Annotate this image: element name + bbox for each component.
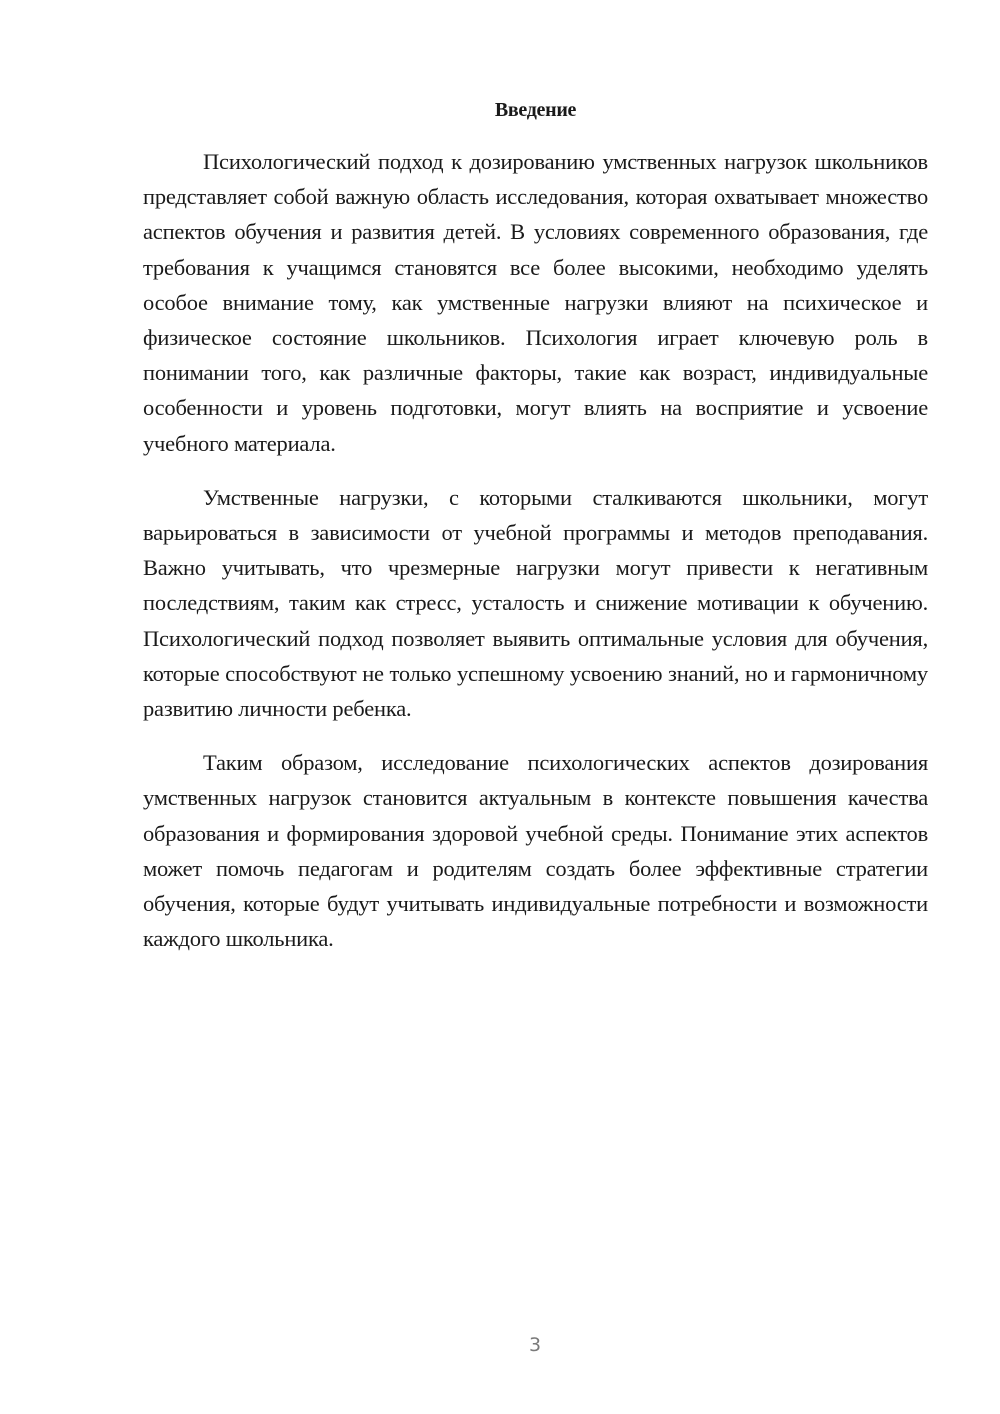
paragraph-1: Психологический подход к дозированию умственных нагрузок школьников представляет собой важную область исследования, которая охватывает множество аспектов обучения и развития детей. В условиях современного образования, где требования к учащимся становятся все более высокими, необходимо уделять особое внимание тому, как умственные нагрузки влияют на психическое и физическое состояние школьников. Психология играет ключевую роль в понимании того, как различные факторы, такие как возраст, индивидуальные особенности и уровень подготовки, могут влиять на восприятие и усвоение учебного материала. <box>143 149 928 456</box>
section-heading: Введение <box>494 99 577 121</box>
page-number: 3 <box>528 1334 542 1356</box>
paragraph-2: Умственные нагрузки, с которыми сталкиваются школьники, могут варьироваться в зависимости от учебной программы и методов преподавания. Важно учитывать, что чрезмерные нагрузки могут привести к негативным последствиям, таким как стресс, усталость и снижение мотивации к обучению. Психологический подход позволяет выявить оптимальные условия для обучения, которые способствуют не только успешному усвоению знаний, но и гармоничному развитию личности ребенка. <box>143 484 928 722</box>
paragraph-3: Таким образом, исследование психологических аспектов дозирования умственных нагрузок становится актуальным в контексте повышения качества образования и формирования здоровой учебной среды. Понимание этих аспектов может помочь педагогам и родителям создать более эффективные стратегии обучения, которые будут учитывать индивидуальные потребности и возможности каждого школьника. <box>143 750 928 952</box>
document-page <box>143 94 928 956</box>
